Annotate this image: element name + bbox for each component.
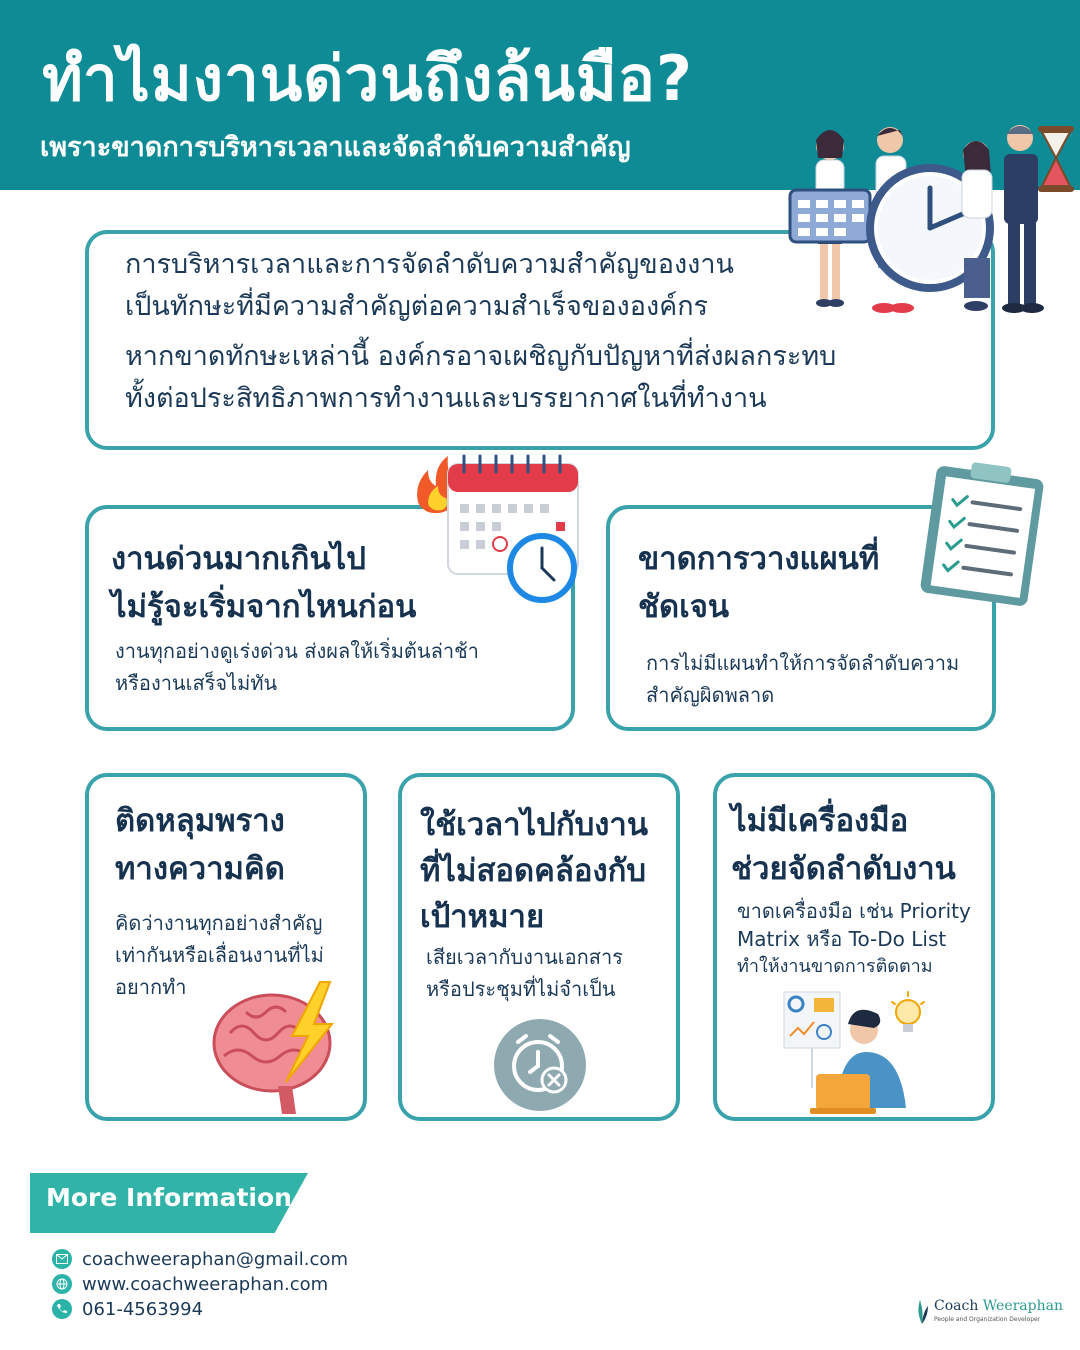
card-heading-line: ทางความคิด: [115, 851, 285, 887]
intro-line: การบริหารเวลาและการจัดลำดับความสำคัญของงาน: [125, 249, 734, 280]
team-time-illustration: [780, 118, 1080, 318]
card-body-line: สำคัญผิดพลาด: [646, 683, 775, 707]
brand-tagline: People and Organization Developer: [934, 1316, 1041, 1323]
card-body-line: อยากทำ: [115, 975, 187, 999]
card-body-line: ขาดเครื่องมือ เช่น Priority: [737, 899, 971, 923]
email-icon: [52, 1249, 72, 1269]
card-heading-line: ไม่มีเครื่องมือ: [731, 803, 909, 839]
page-subtitle: เพราะขาดการบริหารเวลาและจัดลำดับความสำคัญ: [40, 132, 631, 163]
globe-icon: [52, 1274, 72, 1294]
card-heading-line: ขาดการวางแผนที่: [638, 541, 880, 577]
card-body-line: หรืองานเสร็จไม่ทัน: [115, 671, 278, 695]
card-heading-line: ติดหลุมพราง: [115, 803, 285, 839]
card-heading-line: ชัดเจน: [638, 589, 730, 625]
phone-text: 061-4563994: [82, 1298, 204, 1320]
contact-phone[interactable]: [52, 1297, 203, 1321]
more-information-label: More Information: [46, 1183, 292, 1212]
card-body-line: งานทุกอย่างดูเร่งด่วน ส่งผลให้เริ่มต้นล่าช้า: [115, 639, 479, 663]
leaf-logo-icon: [914, 1298, 930, 1324]
card-heading-line: ไม่รู้จะเริ่มจากไหนก่อน: [111, 589, 417, 625]
contact-website[interactable]: [52, 1272, 328, 1296]
contact-email[interactable]: [52, 1247, 348, 1271]
brand-name: [934, 1298, 1063, 1314]
card-heading-line: ที่ไม่สอดคล้องกับ: [420, 853, 647, 889]
card-heading-line: เป้าหมาย: [420, 899, 545, 935]
intro-line: เป็นทักษะที่มีความสำคัญต่อความสำเร็จขององค์กร: [125, 291, 709, 322]
card-body-line: ทำให้งานขาดการติดตาม: [737, 956, 933, 977]
clipboard-checklist-icon: [918, 458, 1048, 606]
card-body-line: เสียเวลากับงานเอกสาร: [426, 945, 623, 969]
brand-logo: [914, 1298, 1063, 1328]
person-laptop-ideas-icon: [780, 988, 930, 1116]
intro-line: หากขาดทักษะเหล่านี้ องค์กรอาจเผชิญกับปัญหาที่ส่งผลกระทบ: [125, 341, 837, 372]
brand-name-second: Weeraphan: [982, 1298, 1063, 1314]
website-text: www.coachweeraphan.com: [82, 1273, 329, 1295]
card-body-line: การไม่มีแผนทำให้การจัดลำดับความ: [646, 651, 960, 675]
brain-lightning-icon: [210, 978, 345, 1118]
card-body-line: Matrix หรือ To-Do List: [737, 927, 947, 951]
card-body-line: หรือประชุมที่ไม่จำเป็น: [426, 977, 616, 1001]
phone-icon: [52, 1299, 72, 1319]
intro-line: ทั้งต่อประสิทธิภาพการทำงานและบรรยากาศในที่ทำงาน: [125, 383, 767, 414]
alarm-clock-cancel-icon: [490, 1018, 590, 1113]
card-heading-line: งานด่วนมากเกินไป: [111, 541, 366, 577]
card-body-line: คิดว่างานทุกอย่างสำคัญ: [115, 911, 323, 935]
card-heading-line: ช่วยจัดลำดับงาน: [731, 851, 956, 887]
card-heading-line: ใช้เวลาไปกับงาน: [420, 807, 649, 843]
brand-name-first: Coach: [934, 1298, 983, 1314]
calendar-fire-icon: [408, 452, 586, 612]
card-body-line: เท่ากันหรือเลื่อนงานที่ไม่: [115, 943, 324, 967]
page-title: ทำไมงานด่วนถึงล้นมือ?: [42, 42, 693, 115]
email-text: coachweeraphan@gmail.com: [82, 1248, 348, 1270]
